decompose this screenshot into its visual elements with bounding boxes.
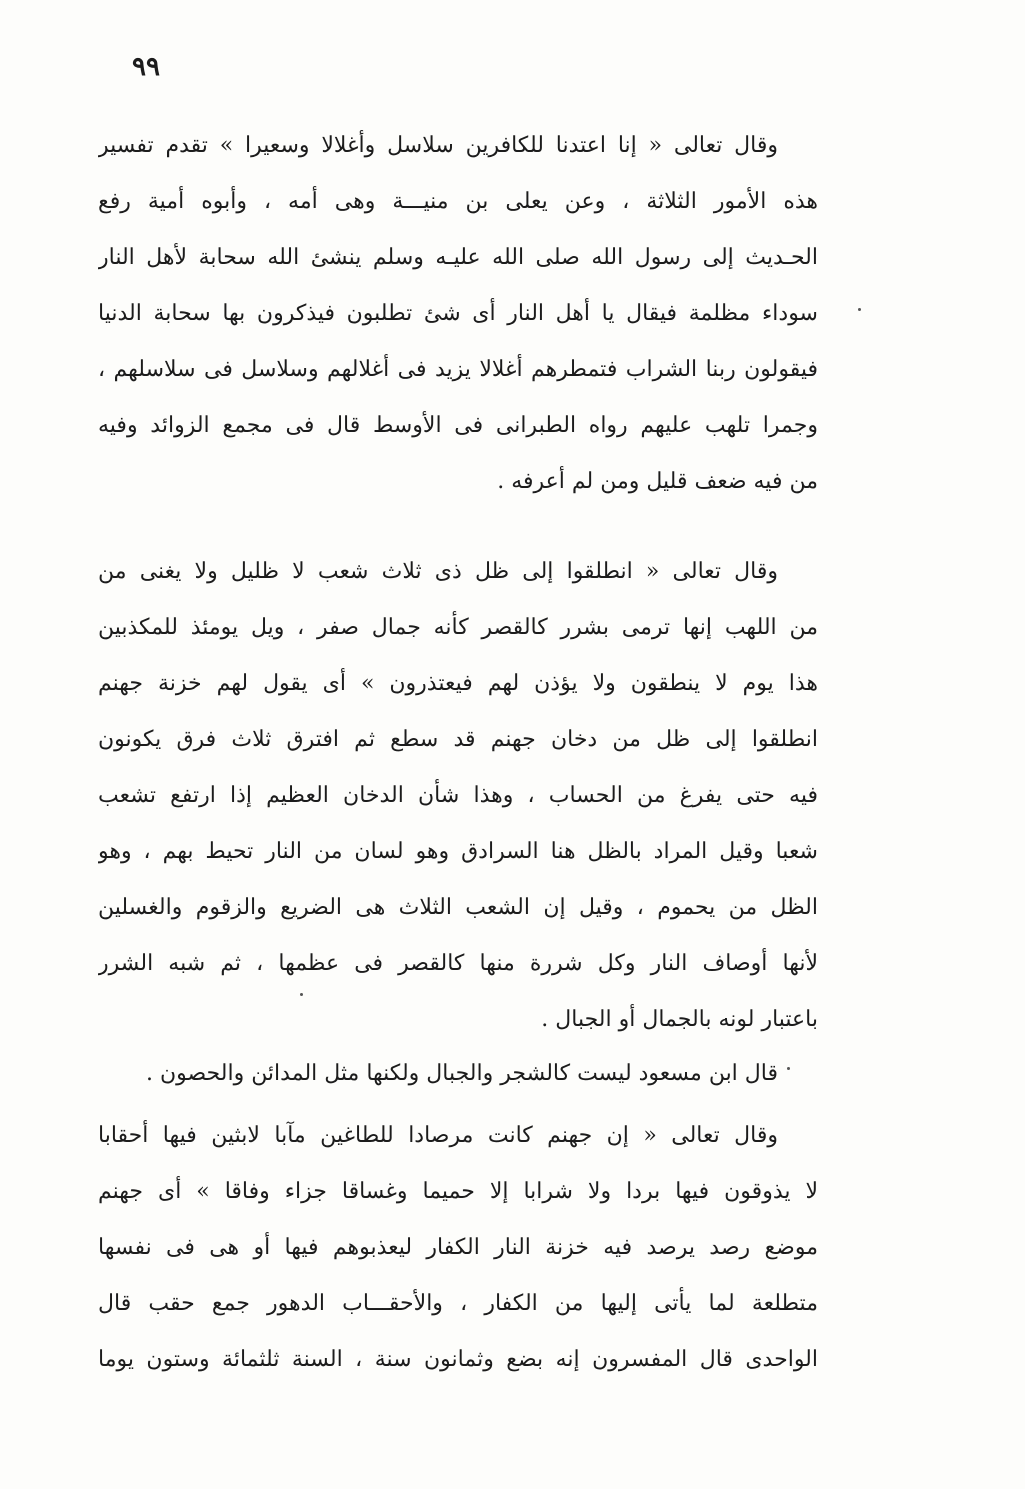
text-line: هذا يوم لا ينطقون ولا يؤذن لهم فيعتذرون » أى يقول لهم خزنة جهنم (98, 671, 818, 696)
text-line: لا يذوقون فيها بردا ولا شرابا إلا حميما وغساقا جزاء وفاقا » أى جهنم (98, 1179, 818, 1204)
text-line: قال ابن مسعود ليست كالشجر والجبال ولكنها مثل المدائن والحصون . (145, 1061, 778, 1086)
text-line: فيه حتى يفرغ من الحساب ، وهذا شأن الدخان العظيم إذا ارتفع تشعب (98, 783, 818, 808)
paragraph-ibn-masud (98, 1046, 818, 1102)
text-line: من فيه ضعف قليل ومن لم أعرفه . (497, 469, 818, 494)
scan-speck (300, 993, 303, 996)
paragraph-ambush (98, 1108, 818, 1388)
paragraph-chains-and-shackles (98, 118, 818, 510)
scan-speck (858, 308, 861, 311)
text-line: سوداء مظلمة فيقال يا أهل النار أى شئ تطلبون فيذكرون بها سحابة الدنيا (98, 301, 818, 326)
text-line: وقال تعالى « انطلقوا إلى ظل ذى ثلاث شعب لا ظليل ولا يغنى من (98, 559, 778, 584)
scan-speck (787, 1067, 790, 1070)
paragraph-three-branched-shade (98, 544, 818, 1048)
text-line: الواحدى قال المفسرون إنه بضع وثمانون سنة ، السنة ثلثمائة وستون يوما (98, 1347, 818, 1372)
text-line: وقال تعالى « إنا اعتدنا للكافرين سلاسل وأغلالا وسعيرا » تقدم تفسير (98, 133, 778, 158)
text-line: شعبا وقيل المراد بالظل هنا السرادق وهو لسان من النار تحيط بهم ، وهو (98, 839, 818, 864)
text-line: انطلقوا إلى ظل من دخان جهنم قد سطع ثم افترق ثلاث فرق يكونون (98, 727, 818, 752)
page-number: ٩٩ (132, 52, 160, 82)
text-line: وقال تعالى « إن جهنم كانت مرصادا للطاغين مآبا لابثين فيها أحقابا (98, 1123, 778, 1148)
text-line: باعتبار لونه بالجمال أو الجبال . (541, 1007, 818, 1032)
text-line: موضع رصد يرصد فيه خزنة النار الكفار ليعذبوهم فيها أو هى فى نفسها (98, 1235, 818, 1260)
text-line: فيقولون ربنا الشراب فتمطرهم أغلالا يزيد فى أغلالهم وسلاسل فى سلاسلهم ، (98, 357, 818, 382)
text-line: وجمرا تلهب عليهم رواه الطبرانى فى الأوسط قال فى مجمع الزوائد وفيه (98, 413, 818, 438)
text-line: الحـديث إلى رسول الله صلى الله عليـه وسلم ينشئ الله سحابة لأهل النار (98, 245, 818, 270)
text-line: الظل من يحموم ، وقيل إن الشعب الثلاث هى الضريع والزقوم والغسلين (98, 895, 818, 920)
text-line: من اللهب إنها ترمى بشرر كالقصر كأنه جمال صفر ، ويل يومئذ للمكذبين (98, 615, 818, 640)
text-line: متطلعة لما يأتى إليها من الكفار ، والأحقـــاب الدهور جمع حقب قال (98, 1291, 818, 1316)
text-line: هذه الأمور الثلاثة ، وعن يعلى بن منيـــة وهى أمه ، وأبوه أمية رفع (98, 189, 818, 214)
text-line: لأنها أوصاف النار وكل شررة منها كالقصر فى عظمها ، ثم شبه الشرر (98, 951, 818, 976)
